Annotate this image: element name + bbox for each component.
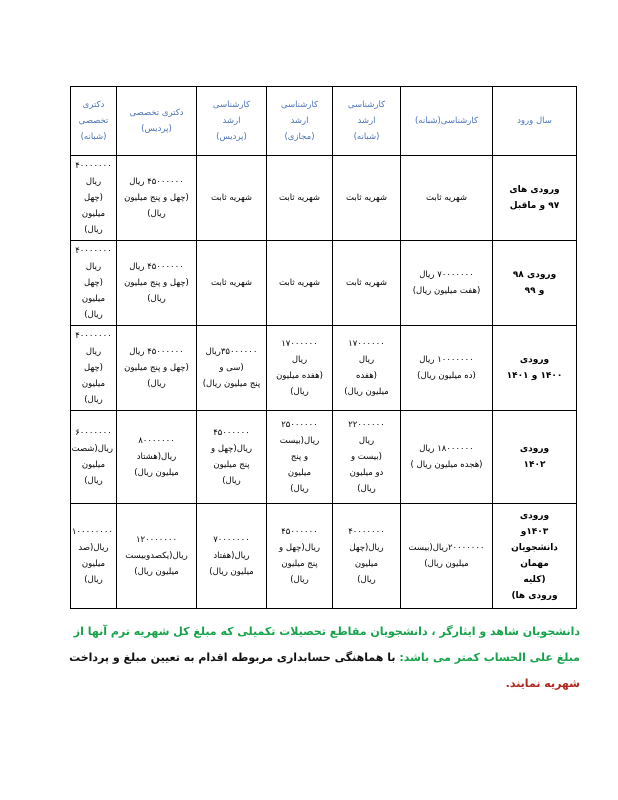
- table-cell: ۴۵۰۰۰۰۰۰ ریال (چهل و پنج میلیون ریال): [117, 326, 197, 411]
- table-cell: ۷۰۰۰۰۰۰۰ ریال(هفتاد میلیون ریال): [197, 504, 267, 609]
- header-entry-year: سال ورود: [493, 87, 577, 156]
- table-cell: ۴۵۰۰۰۰۰۰ ریال (چهل و پنج میلیون ریال): [117, 156, 197, 241]
- table-cell: ۲۵۰۰۰۰۰۰ ریال(بیست و پنج میلیون ریال): [267, 411, 333, 504]
- table-cell: ۴۰۰۰۰۰۰۰ ریال (چهل میلیون ریال): [71, 241, 117, 326]
- table-cell: شهریه ثابت: [401, 156, 493, 241]
- table-cell: ۲۰۰۰۰۰۰۰ریال(بیست میلیون ریال): [401, 504, 493, 609]
- tuition-table: [70, 86, 577, 609]
- row-label: ورودی ۱۴۰۰ و ۱۴۰۱: [493, 326, 577, 411]
- table-cell: شهریه ثابت: [197, 241, 267, 326]
- note-ending: شهریه نمایند.: [505, 677, 580, 690]
- table-cell: ۴۰۰۰۰۰۰۰ ریال(چهل میلیون ریال): [333, 504, 401, 609]
- table-cell: ۴۵۰۰۰۰۰۰ ریال(چهل و پنج میلیون ریال): [197, 411, 267, 504]
- table-cell: ۴۰۰۰۰۰۰۰ ریال (چهل میلیون ریال): [71, 326, 117, 411]
- table-cell: شهریه ثابت: [267, 156, 333, 241]
- row-label: ورودی ۱۴۰۳و دانشجویان مهمان (کلیه ورودی ها): [493, 504, 577, 609]
- note-condition: دانشجویان شاهد و ایثارگر ، دانشجویان مقاطع تحصیلات تکمیلی که مبلغ کل شهریه ترم آنها از مبلغ علی الحساب کمتر می باشد:: [73, 625, 580, 664]
- header-phd-evening: دکتری تخصصی (شبانه): [71, 87, 117, 156]
- fee-note: [64, 619, 580, 697]
- table-cell: ۶۰۰۰۰۰۰۰ ریال(شصت میلیون ریال): [71, 411, 117, 504]
- table-row: [71, 411, 577, 504]
- table-header-row: [71, 87, 577, 156]
- table-cell: ۳۵۰۰۰۰۰۰ریال (سی و پنج میلیون ریال): [197, 326, 267, 411]
- table-cell: ۴۰۰۰۰۰۰۰ ریال (چهل میلیون ریال): [71, 156, 117, 241]
- row-label: ورودی ۹۸ و ۹۹: [493, 241, 577, 326]
- table-cell: ۱۰۰۰۰۰۰۰۰ ریال(صد میلیون ریال): [71, 504, 117, 609]
- header-phd-campus: دکتری تخصصی (پردیس): [117, 87, 197, 156]
- header-master-evening: کارشناسی ارشد (شبانه): [333, 87, 401, 156]
- table-row: [71, 326, 577, 411]
- table-row: [71, 241, 577, 326]
- table-cell: شهریه ثابت: [333, 241, 401, 326]
- table-cell: ۱۷۰۰۰۰۰۰ ریال (هفده میلیون ریال): [267, 326, 333, 411]
- note-instruction: با هماهنگی حسابداری مربوطه اقدام به تعیین مبلغ و پرداخت: [69, 651, 400, 664]
- table-cell: ۱۲۰۰۰۰۰۰۰ ریال(یکصدوبیست میلیون ریال): [117, 504, 197, 609]
- table-row: [71, 504, 577, 609]
- table-cell: ۱۷۰۰۰۰۰۰ ریال (هفده میلیون ریال): [333, 326, 401, 411]
- row-label: ورودی های ۹۷ و ماقبل: [493, 156, 577, 241]
- row-label: ورودی ۱۴۰۲: [493, 411, 577, 504]
- table-cell: ۴۵۰۰۰۰۰۰ ریال(چهل و پنج میلیون ریال): [267, 504, 333, 609]
- header-master-virtual: کارشناسی ارشد (مجازی): [267, 87, 333, 156]
- table-cell: شهریه ثابت: [267, 241, 333, 326]
- header-master-campus: کارشناسی ارشد (پردیس): [197, 87, 267, 156]
- table-cell: ۷۰۰۰۰۰۰۰ ریال (هفت میلیون ریال): [401, 241, 493, 326]
- table-cell: ۴۵۰۰۰۰۰۰ ریال (چهل و پنج میلیون ریال): [117, 241, 197, 326]
- table-cell: شهریه ثابت: [197, 156, 267, 241]
- table-cell: ۸۰۰۰۰۰۰۰ ریال(هشتاد میلیون ریال): [117, 411, 197, 504]
- table-cell: ۱۸۰۰۰۰۰۰ ریال (هجده میلیون ریال ): [401, 411, 493, 504]
- table-cell: ۲۲۰۰۰۰۰۰ ریال (بیست و دو میلیون ریال): [333, 411, 401, 504]
- header-bachelor-evening: کارشناسی(شبانه): [401, 87, 493, 156]
- table-row: [71, 156, 577, 241]
- table-cell: ۱۰۰۰۰۰۰۰ ریال (ده میلیون ریال): [401, 326, 493, 411]
- table-cell: شهریه ثابت: [333, 156, 401, 241]
